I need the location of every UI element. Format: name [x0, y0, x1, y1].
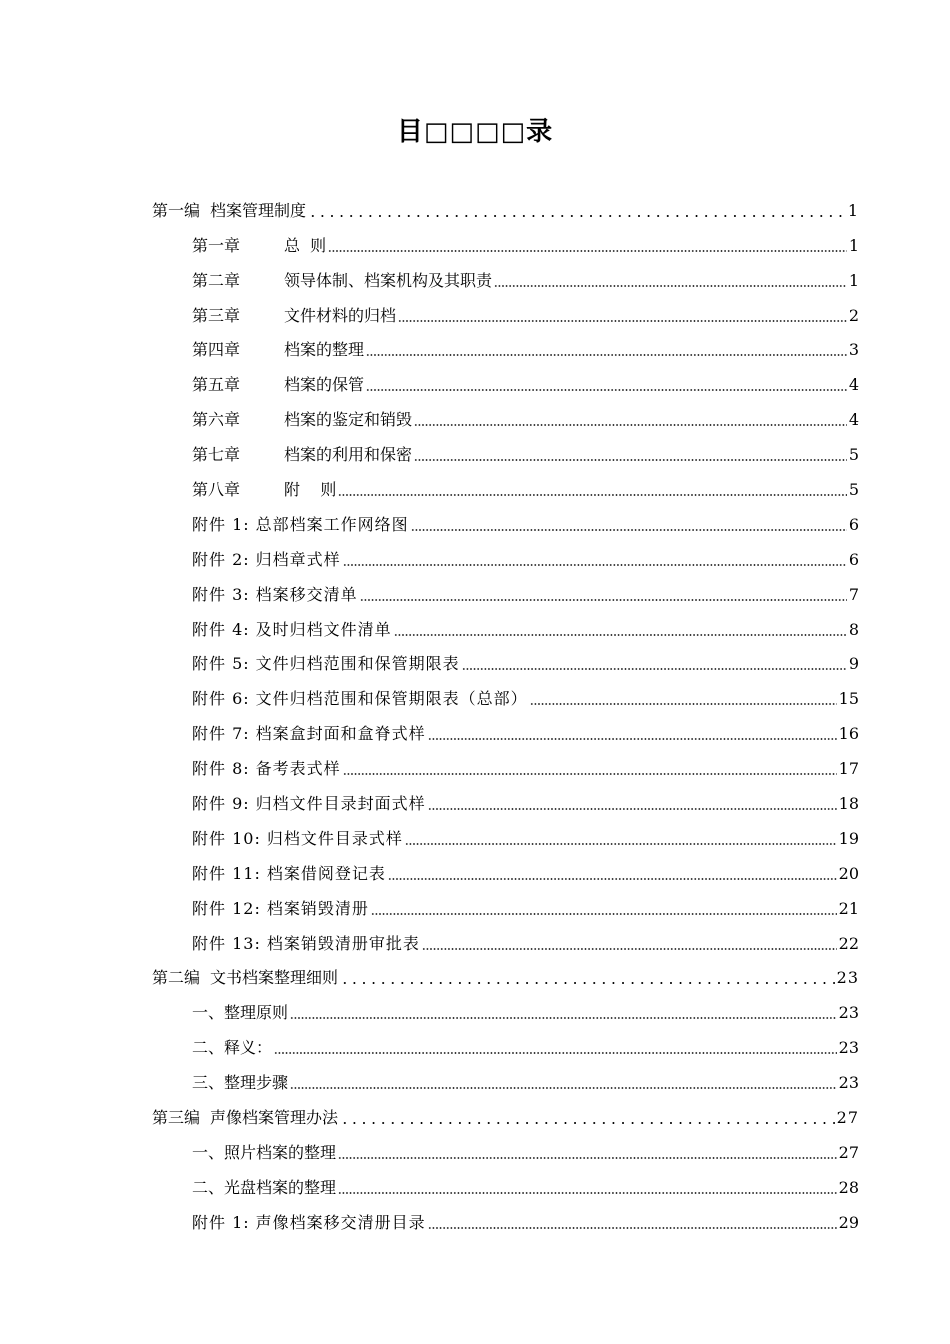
- dot-leader: [290, 1087, 837, 1089]
- toc-entry-number: 第六章: [192, 410, 241, 430]
- toc-part-entry[interactable]: [152, 960, 859, 995]
- toc-entry-title: 档案借阅登记表: [266, 863, 386, 883]
- toc-entry-title: 总 则: [284, 235, 327, 255]
- toc-part-entry[interactable]: [152, 192, 859, 227]
- toc-entry-number: 附件 7:: [192, 724, 250, 744]
- toc-entry[interactable]: [152, 1029, 859, 1064]
- toc-entry[interactable]: [152, 646, 859, 681]
- toc-entry-label: [192, 654, 460, 674]
- toc-entry-number: 第一章: [192, 235, 241, 255]
- toc-entry-number: 第一编: [152, 200, 201, 220]
- toc-entry-title: 档案的利用和保密: [284, 445, 413, 465]
- toc-entry-number: 附件 13:: [192, 933, 261, 953]
- dot-leader: [290, 1017, 837, 1019]
- toc-entry[interactable]: [152, 611, 859, 646]
- toc-entry-label: [192, 306, 396, 326]
- toc-entry-label: [192, 794, 426, 814]
- toc-entry[interactable]: [152, 1134, 859, 1169]
- toc-entry-number: 附件 1:: [192, 514, 250, 534]
- dot-leader: [308, 215, 846, 217]
- toc-entry-number: 附件 4:: [192, 619, 250, 639]
- dot-leader: [360, 599, 847, 601]
- toc-entry-label: [192, 864, 386, 884]
- toc-entry[interactable]: [152, 436, 859, 471]
- toc-entry-title: 二、光盘档案的整理: [192, 1177, 337, 1197]
- toc-entry-title: 附 则: [284, 480, 337, 500]
- dot-leader: [405, 843, 837, 845]
- toc-page-number: 20: [838, 863, 859, 883]
- toc-entry[interactable]: [152, 785, 859, 820]
- toc-entry-title: 档案管理制度: [210, 200, 307, 220]
- toc-page-number: 23: [838, 1073, 859, 1093]
- toc-entry-title: 文件材料的归档: [284, 305, 397, 325]
- toc-entry-number: 附件 12:: [192, 898, 261, 918]
- dot-leader: [398, 320, 847, 322]
- toc-entry-number: 第二编: [152, 968, 201, 988]
- dot-leader: [274, 1052, 837, 1054]
- dot-leader: [428, 738, 837, 740]
- toc-entry[interactable]: [152, 925, 859, 960]
- toc-page-number: 5: [848, 445, 859, 465]
- toc-entry-label: [192, 899, 369, 919]
- toc-entry-title: 声像档案移交清册目录: [255, 1212, 426, 1232]
- toc-page-number: 4: [848, 375, 859, 395]
- toc-page-number: 23: [838, 1003, 859, 1023]
- toc-entry[interactable]: [152, 576, 859, 611]
- dot-leader: [340, 1122, 835, 1124]
- toc-entry-number: 第七章: [192, 445, 241, 465]
- toc-entry-label: [192, 689, 528, 709]
- toc-entry-title: 档案的鉴定和销毁: [284, 410, 413, 430]
- toc-entry-title: 二、释义：: [192, 1038, 273, 1058]
- toc-entry[interactable]: [152, 820, 859, 855]
- toc-entry-title: 档案的整理: [284, 340, 365, 360]
- dot-leader: [494, 285, 847, 287]
- toc-page-number: 1: [848, 270, 859, 290]
- dot-leader: [414, 459, 847, 461]
- toc-page-number: 27: [838, 1142, 859, 1162]
- toc-entry-label: [192, 410, 412, 430]
- dot-leader: [366, 389, 847, 391]
- toc-entry-title: 归档文件目录封面式样: [255, 794, 426, 814]
- toc-entry-title: 文件归档范围和保管期限表: [255, 654, 460, 674]
- toc-entry[interactable]: [152, 332, 859, 367]
- toc-entry[interactable]: [152, 750, 859, 785]
- toc-entry-label: [192, 375, 364, 395]
- toc-entry-label: [192, 1038, 272, 1058]
- toc-entry[interactable]: [152, 227, 859, 262]
- toc-entry-number: 附件 8:: [192, 759, 250, 779]
- toc-entry-title: 三、整理步骤: [192, 1073, 289, 1093]
- toc-page-number: 17: [838, 759, 859, 779]
- toc-entry-number: 附件 1:: [192, 1212, 250, 1232]
- toc-entry-title: 领导体制、档案机构及其职责: [284, 270, 493, 290]
- toc-page-number: 6: [848, 514, 859, 534]
- toc-entry[interactable]: [152, 471, 859, 506]
- toc-entry[interactable]: [152, 401, 859, 436]
- toc-entry-number: 第八章: [192, 480, 241, 500]
- toc-part-entry[interactable]: [152, 1099, 859, 1134]
- toc-entry-label: [192, 550, 341, 570]
- toc-entry-label: [192, 236, 326, 256]
- toc-page-number: 19: [838, 828, 859, 848]
- toc-entry-label: [192, 271, 492, 291]
- toc-entry-number: 附件 9:: [192, 794, 250, 814]
- toc-entry[interactable]: [152, 680, 859, 715]
- toc-entry-title: 及时归档文件清单: [255, 619, 392, 639]
- toc-entry-number: 附件 11:: [192, 863, 261, 883]
- toc-entry-number: 第四章: [192, 340, 241, 360]
- toc-entry[interactable]: [152, 1169, 859, 1204]
- toc-entry[interactable]: [152, 297, 859, 332]
- dot-leader: [422, 948, 837, 950]
- dot-leader: [328, 250, 847, 252]
- toc-entry-number: 附件 5:: [192, 654, 250, 674]
- dot-leader: [388, 878, 837, 880]
- toc-entry-label: [192, 1073, 288, 1093]
- toc-entry-number: 第三编: [152, 1108, 201, 1128]
- toc-page-number: 3: [848, 340, 859, 360]
- toc-entry-title: 总部档案工作网络图: [255, 514, 409, 534]
- dot-leader: [340, 982, 835, 984]
- dot-leader: [462, 668, 847, 670]
- toc-entry[interactable]: [152, 262, 859, 297]
- toc-entry-label: [192, 829, 403, 849]
- toc-page-number: 21: [838, 898, 859, 918]
- toc-entry-label: [192, 1178, 336, 1198]
- dot-leader: [411, 529, 847, 531]
- dot-leader: [338, 1192, 837, 1194]
- toc-entry[interactable]: [152, 366, 859, 401]
- toc-entry-number: 附件 6:: [192, 689, 250, 709]
- toc-page-number: 16: [838, 724, 859, 744]
- toc-page-number: 23: [836, 968, 859, 988]
- toc-page-number: 27: [836, 1108, 859, 1128]
- toc-entry-label: [192, 445, 412, 465]
- toc-entry-label: [192, 724, 426, 744]
- toc-page-number: 18: [838, 794, 859, 814]
- toc-entry-title: 文件归档范围和保管期限表（总部）: [255, 689, 528, 709]
- dot-leader: [530, 703, 837, 705]
- dot-leader: [343, 564, 847, 566]
- toc-entry-title: 档案的保管: [284, 375, 365, 395]
- toc-entry[interactable]: [152, 506, 859, 541]
- toc-entry-title: 文书档案整理细则: [210, 968, 339, 988]
- dot-leader: [343, 773, 837, 775]
- toc-entry-title: 档案销毁清册: [266, 898, 369, 918]
- toc-entry-label: [152, 968, 338, 988]
- toc-entry[interactable]: [152, 1064, 859, 1099]
- toc-entry-number: 附件 10:: [192, 828, 261, 848]
- toc-entry-label: [192, 1003, 288, 1023]
- toc-entry-label: [192, 515, 409, 535]
- toc-page-number: 28: [838, 1177, 859, 1197]
- toc-page-number: 1: [847, 200, 859, 220]
- toc-page-number: 2: [848, 305, 859, 325]
- toc-page-number: 23: [838, 1038, 859, 1058]
- toc-entry-title: 一、照片档案的整理: [192, 1142, 337, 1162]
- toc-page-number: 29: [838, 1212, 859, 1232]
- toc-page-number: 6: [848, 549, 859, 569]
- toc-entry-label: [192, 620, 392, 640]
- toc-entry[interactable]: [152, 715, 859, 750]
- toc-entry-title: 档案移交清单: [255, 584, 358, 604]
- toc-entry-number: 第五章: [192, 375, 241, 395]
- dot-leader: [394, 634, 847, 636]
- toc-entry-number: 附件 3:: [192, 584, 250, 604]
- toc-entry-title: 档案销毁清册审批表: [266, 933, 420, 953]
- toc-entry-number: 第三章: [192, 305, 241, 325]
- toc-entry[interactable]: [152, 1204, 859, 1239]
- toc-entry-label: [192, 1143, 336, 1163]
- toc-entry-title: 档案盒封面和盒脊式样: [255, 724, 426, 744]
- toc-page-number: 1: [848, 235, 859, 255]
- toc-entry-label: [192, 480, 336, 500]
- toc-entry-title: 声像档案管理办法: [210, 1108, 339, 1128]
- toc-entry-label: [152, 201, 306, 221]
- toc-entry[interactable]: [152, 890, 859, 925]
- toc-page-number: 5: [848, 480, 859, 500]
- toc-page-number: 7: [848, 584, 859, 604]
- toc-entry-label: [152, 1108, 338, 1128]
- dot-leader: [428, 1227, 837, 1229]
- toc-entry[interactable]: [152, 994, 859, 1029]
- toc-entry-label: [192, 934, 420, 954]
- toc-page-number: 22: [838, 933, 859, 953]
- toc-page-number: 15: [838, 689, 859, 709]
- dot-leader: [338, 1157, 837, 1159]
- toc-entry-label: [192, 759, 341, 779]
- dot-leader: [366, 354, 847, 356]
- toc-entry[interactable]: [152, 855, 859, 890]
- toc-page-number: 4: [848, 410, 859, 430]
- toc-entry-label: [192, 1213, 426, 1233]
- toc-entry-title: 归档文件目录式样: [266, 828, 403, 848]
- dot-leader: [338, 494, 846, 496]
- dot-leader: [371, 913, 837, 915]
- toc-page-number: 9: [848, 654, 859, 674]
- dot-leader: [414, 424, 847, 426]
- table-of-contents: [152, 192, 859, 1239]
- toc-entry-label: [192, 340, 364, 360]
- toc-entry-title: 归档章式样: [255, 549, 341, 569]
- toc-page-number: 8: [848, 619, 859, 639]
- toc-entry-number: 附件 2:: [192, 549, 250, 569]
- toc-entry-title: 备考表式样: [255, 759, 341, 779]
- page-title: 目□□□□录: [396, 117, 554, 147]
- toc-entry-title: 一、整理原则: [192, 1003, 289, 1023]
- dot-leader: [428, 808, 837, 810]
- toc-entry-number: 第二章: [192, 270, 241, 290]
- toc-entry-label: [192, 585, 358, 605]
- toc-entry[interactable]: [152, 541, 859, 576]
